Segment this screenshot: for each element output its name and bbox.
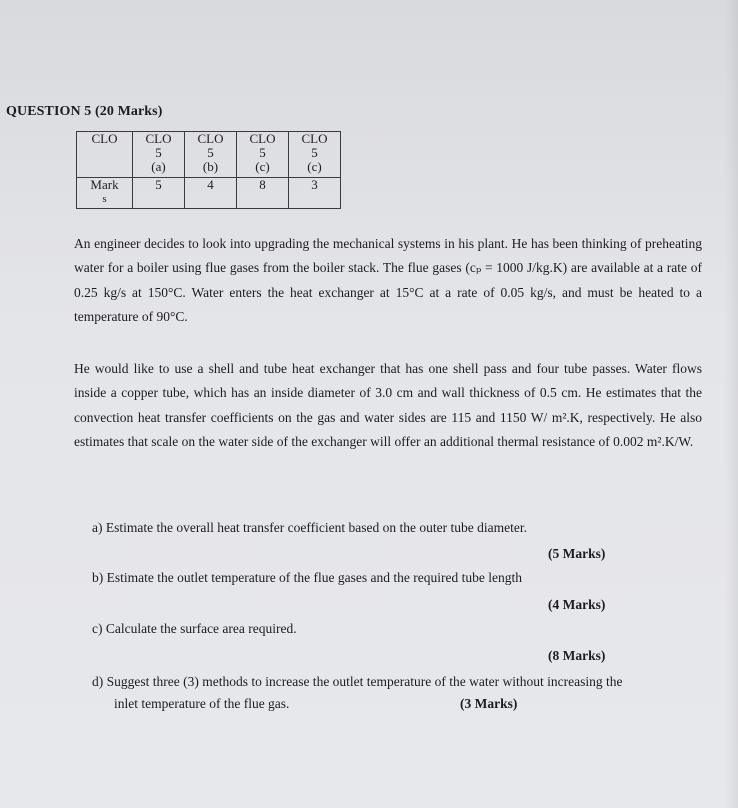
problem-paragraph-2: He would like to use a shell and tube heat exchanger that has one shell pass and four tube passes. Water flows inside a copper tube, which has an inside diameter of 3.0 cm and wall thickness of 0.5 cm. He estimates that the convection heat transfer coefficients on the gas and water sides are 115 and 1150 W/ m².K, respectively. He also estimates that scale on the water side of the exchanger will offer an additional thermal resistance of 0.002 m².K/W. xyxy=(74,361,702,449)
table-cell: 4 xyxy=(185,178,237,209)
question-a: a) Estimate the overall heat transfer coefficient based on the outer tube diameter. xyxy=(92,520,527,535)
question-heading: QUESTION 5 (20 Marks) xyxy=(6,104,163,119)
question-d-line-1: d) Suggest three (3) methods to increase the outlet temperature of the water without increasing the xyxy=(92,674,623,689)
question-c-marks: (8 Marks) xyxy=(548,648,606,663)
question-b-marks: (4 Marks) xyxy=(548,597,606,612)
table-cell: 8 xyxy=(237,178,289,209)
question-d-marks: (3 Marks) xyxy=(460,696,518,711)
table-header-cell: CLO 5 (b) xyxy=(185,132,237,178)
table-row-label xyxy=(77,178,133,209)
row-label-marks: Mark xyxy=(90,177,119,192)
table-cell: 5 xyxy=(133,178,185,209)
question-b: b) Estimate the outlet temperature of the flue gases and the required tube length xyxy=(92,570,522,585)
table-header-cell: CLO 5 (c) xyxy=(237,132,289,178)
question-c: c) Calculate the surface area required. xyxy=(92,621,297,636)
question-d-line-2: inlet temperature of the flue gas. xyxy=(114,696,290,711)
problem-paragraph-1: An engineer decides to look into upgrading the mechanical systems in his plant. He has been thinking of preheating water for a boiler using flue gases from the boiler stack. The flue gases (cₚ = 1000 J/kg.K) are available at a rate of 0.25 kg/s at 150°C. Water enters the heat exchanger at 15°C at a rate of 0.05 kg/s, and must be heated to a temperature of 90°C. xyxy=(74,236,702,324)
table-header-cell: CLO 5 (c) xyxy=(289,132,341,178)
table-header-row xyxy=(77,132,341,178)
clo-marks-table xyxy=(76,131,341,209)
table-marks-row xyxy=(77,178,341,209)
table-header-cell: CLO xyxy=(77,132,133,178)
table-cell: 3 xyxy=(289,178,341,209)
table-header-cell: CLO 5 (a) xyxy=(133,132,185,178)
question-a-marks: (5 Marks) xyxy=(548,546,606,561)
row-label-marks-suffix: s xyxy=(102,193,107,205)
